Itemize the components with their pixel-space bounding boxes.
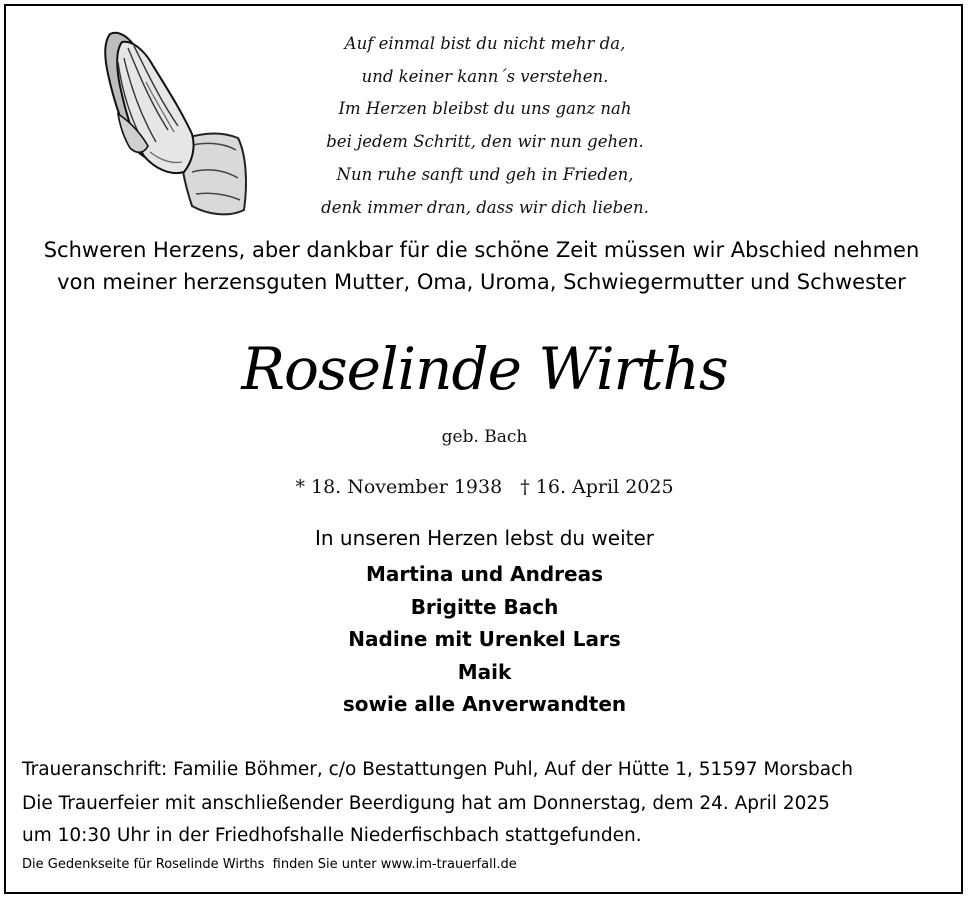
poem-line: bei jedem Schritt, den wir nun gehen.	[326, 132, 644, 152]
intro-line: Schweren Herzens, aber dankbar für die schöne Zeit müssen wir Abschied nehmen	[43, 238, 920, 262]
birth-date: * 18. November 1938	[295, 476, 503, 498]
praying-hands-icon	[88, 22, 256, 222]
funeral-details	[22, 754, 952, 852]
mourners-heading: In unseren Herzen lebst du weiter	[314, 526, 655, 550]
memorial-page-note: Die Gedenkseite für Roselinde Wirths finden Sie unter www.im-trauerfall.de	[22, 857, 517, 872]
poem-line: Auf einmal bist du nicht mehr da,	[344, 34, 626, 53]
maiden-name: geb. Bach	[441, 427, 528, 447]
intro-line: von meiner herzensguten Mutter, Oma, Uroma, Schwiegermutter und Schwester	[57, 270, 906, 294]
ceremony-line: Die Trauerfeier mit anschließender Beerdigung hat am Donnerstag, dem 24. April 2025	[22, 793, 830, 814]
memorial-poem	[300, 28, 670, 224]
mourners-list	[0, 558, 969, 721]
poem-line: denk immer dran, dass wir dich lieben.	[321, 197, 649, 217]
poem-line: und keiner kann´s verstehen.	[361, 66, 609, 86]
death-date: † 16. April 2025	[520, 476, 674, 498]
mourner-name: Nadine mit Urenkel Lars	[348, 627, 621, 651]
ceremony-line: um 10:30 Uhr in der Friedhofshalle Niederfischbach stattgefunden.	[22, 825, 642, 846]
mourner-name: sowie alle Anverwandten	[342, 692, 627, 716]
life-dates	[0, 476, 969, 498]
mourning-address: Traueranschrift: Familie Böhmer, c/o Bestattungen Puhl, Auf der Hütte 1, 51597 Morsbach	[22, 759, 853, 780]
poem-line: Im Herzen bleibst du uns ganz nah	[338, 99, 632, 119]
mourner-name: Martina und Andreas	[366, 562, 603, 586]
mourner-name: Brigitte Bach	[410, 594, 559, 619]
deceased-name: Roselinde Wirths	[241, 335, 728, 403]
mourner-name: Maik	[457, 659, 512, 684]
poem-line: Nun ruhe sanft und geh in Frieden,	[336, 164, 634, 184]
intro-text	[0, 234, 963, 298]
